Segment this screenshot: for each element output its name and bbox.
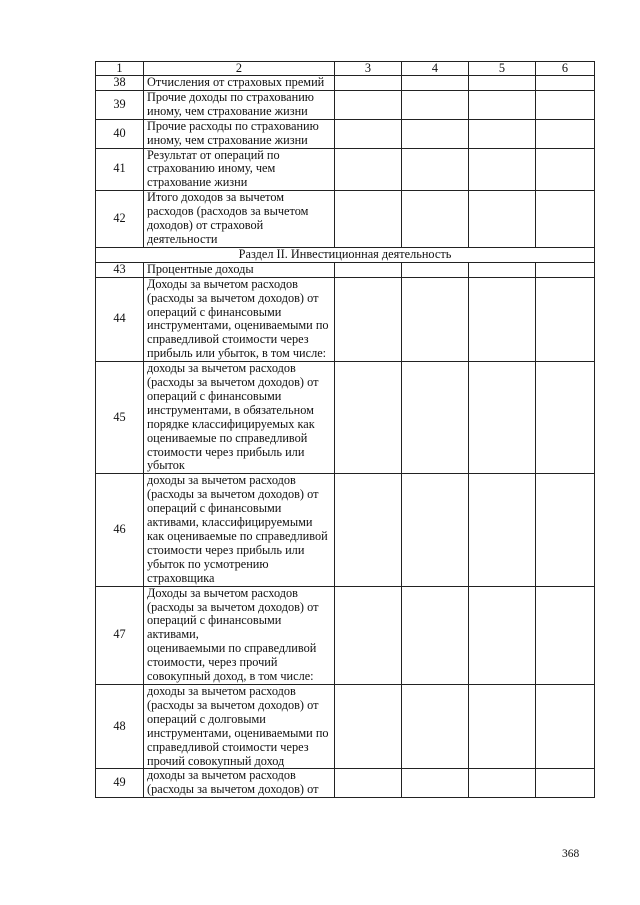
description-line: иному, чем страхование жизни: [147, 132, 308, 147]
description-line: оцениваемыми по справедливой: [147, 641, 317, 656]
value-cell-col-4: [402, 119, 469, 148]
value-cell-col-4: [402, 769, 469, 798]
description-line: убыток: [147, 458, 185, 473]
row-description: [144, 148, 335, 191]
description-line: операций с финансовыми: [147, 501, 282, 516]
row-description: [144, 90, 335, 119]
row-number: 41: [96, 148, 144, 191]
description-line: доходы за вычетом расходов: [147, 683, 296, 698]
row-number: 47: [96, 586, 144, 684]
table-row: [96, 119, 595, 148]
description-line: операций с финансовыми: [147, 304, 282, 319]
description-line: стоимости через прибыль или: [147, 444, 305, 459]
description-line: страхование жизни: [147, 175, 248, 190]
value-cell-col-4: [402, 191, 469, 248]
description-line: (расходы за вычетом доходов) от: [147, 290, 319, 305]
table-row: [96, 684, 595, 768]
description-line: (расходы за вычетом доходов) от: [147, 782, 319, 797]
value-cell-col-6: [536, 362, 595, 474]
value-cell-col-4: [402, 76, 469, 91]
description-line: Доходы за вычетом расходов: [147, 276, 298, 291]
description-line: активами, классифицируемыми: [147, 515, 313, 530]
value-cell-col-3: [335, 684, 402, 768]
description-line: как оцениваемые по справедливой: [147, 529, 328, 543]
value-cell-col-3: [335, 119, 402, 148]
value-cell-col-4: [402, 586, 469, 684]
description-line: Прочие расходы по страхованию: [147, 118, 319, 133]
description-line: стоимости, через прочий: [147, 655, 278, 670]
row-number: 44: [96, 277, 144, 361]
section-row: [96, 247, 595, 262]
description-line: инструментами, оцениваемыми по: [147, 725, 329, 740]
value-cell-col-3: [335, 769, 402, 798]
section-title: Раздел II. Инвестиционная деятельность: [96, 247, 595, 262]
description-line: инструментами, оцениваемыми по: [147, 318, 329, 333]
table-row: [96, 586, 595, 684]
value-cell-col-6: [536, 119, 595, 148]
value-cell-col-4: [402, 90, 469, 119]
row-description: [144, 684, 335, 768]
row-description: [144, 119, 335, 148]
value-cell-col-6: [536, 262, 595, 277]
value-cell-col-3: [335, 148, 402, 191]
row-number: 46: [96, 474, 144, 586]
table-row: [96, 90, 595, 119]
description-line: (расходы за вычетом доходов) от: [147, 599, 319, 614]
table-row: [96, 191, 595, 248]
value-cell-col-5: [469, 119, 536, 148]
description-line: страхованию иному, чем: [147, 161, 276, 176]
value-cell-col-3: [335, 362, 402, 474]
table-row: [96, 474, 595, 586]
value-cell-col-5: [469, 362, 536, 474]
description-line: операций с финансовыми: [147, 388, 282, 403]
description-line: доходы за вычетом расходов: [147, 473, 296, 488]
row-description: [144, 76, 335, 91]
description-line: Результат от операций по: [147, 147, 280, 162]
value-cell-col-6: [536, 148, 595, 191]
table-row: [96, 277, 595, 361]
description-line: иному, чем страхование жизни: [147, 103, 308, 118]
description-line: порядке классифицируемых как: [147, 416, 315, 431]
page-number: 368: [562, 848, 580, 860]
description-line: прочий совокупный доход: [147, 753, 285, 768]
header-cell-2: 2: [144, 62, 335, 76]
description-line: (расходы за вычетом доходов) от: [147, 375, 319, 390]
description-line: деятельности: [147, 231, 218, 246]
description-line: операций с финансовыми активами,: [147, 613, 282, 642]
description-line: доходов) от страховой: [147, 218, 264, 233]
value-cell-col-5: [469, 586, 536, 684]
description-line: оцениваемые по справедливой: [147, 430, 308, 445]
value-cell-col-4: [402, 474, 469, 586]
description-line: инструментами, в обязательном: [147, 402, 314, 417]
description-line: (расходы за вычетом доходов) от: [147, 487, 319, 502]
row-number: 38: [96, 76, 144, 91]
row-number: 45: [96, 362, 144, 474]
value-cell-col-3: [335, 262, 402, 277]
row-description: [144, 586, 335, 684]
row-number: 48: [96, 684, 144, 768]
description-line: стоимости через прибыль или: [147, 542, 305, 557]
value-cell-col-5: [469, 148, 536, 191]
row-description: [144, 769, 335, 798]
description-line: (расходы за вычетом доходов) от: [147, 697, 319, 712]
description-line: совокупный доход, в том числе:: [147, 669, 314, 684]
description-line: доходы за вычетом расходов: [147, 768, 296, 783]
value-cell-col-6: [536, 191, 595, 248]
header-cell-1: 1: [96, 62, 144, 76]
value-cell-col-5: [469, 191, 536, 248]
value-cell-col-3: [335, 76, 402, 91]
description-line: Процентные доходы: [147, 261, 254, 276]
description-line: Прочие доходы по страхованию: [147, 89, 314, 104]
description-line: Итого доходов за вычетом: [147, 190, 285, 205]
table-row: [96, 262, 595, 277]
row-number: 49: [96, 769, 144, 798]
value-cell-col-6: [536, 586, 595, 684]
value-cell-col-3: [335, 474, 402, 586]
row-number: 40: [96, 119, 144, 148]
description-line: страховщика: [147, 570, 215, 585]
row-description: [144, 277, 335, 361]
description-line: операций с долговыми: [147, 711, 266, 726]
row-number: 39: [96, 90, 144, 119]
value-cell-col-3: [335, 586, 402, 684]
table-row: [96, 76, 595, 91]
row-number: 43: [96, 262, 144, 277]
value-cell-col-6: [536, 769, 595, 798]
value-cell-col-4: [402, 362, 469, 474]
value-cell-col-4: [402, 262, 469, 277]
value-cell-col-6: [536, 90, 595, 119]
description-line: справедливой стоимости через: [147, 332, 309, 347]
row-description: [144, 262, 335, 277]
value-cell-col-4: [402, 148, 469, 191]
value-cell-col-4: [402, 684, 469, 768]
value-cell-col-3: [335, 90, 402, 119]
table-row: [96, 362, 595, 474]
table-row: [96, 148, 595, 191]
value-cell-col-5: [469, 684, 536, 768]
value-cell-col-5: [469, 769, 536, 798]
report-table: [95, 61, 595, 798]
row-description: [144, 362, 335, 474]
value-cell-col-5: [469, 76, 536, 91]
value-cell-col-5: [469, 277, 536, 361]
description-line: доходы за вычетом расходов: [147, 361, 296, 376]
header-cell-5: 5: [469, 62, 536, 76]
value-cell-col-6: [536, 684, 595, 768]
value-cell-col-6: [536, 277, 595, 361]
value-cell-col-5: [469, 474, 536, 586]
row-description: [144, 191, 335, 248]
value-cell-col-3: [335, 191, 402, 248]
header-cell-6: 6: [536, 62, 595, 76]
value-cell-col-6: [536, 76, 595, 91]
description-line: прибыль или убыток, в том числе:: [147, 346, 327, 361]
description-line: справедливой стоимости через: [147, 739, 309, 754]
description-line: расходов (расходов за вычетом: [147, 204, 309, 219]
description-line: убыток по усмотрению: [147, 556, 269, 571]
header-cell-4: 4: [402, 62, 469, 76]
table-row: [96, 769, 595, 798]
header-row: [96, 62, 595, 76]
header-cell-3: 3: [335, 62, 402, 76]
row-number: 42: [96, 191, 144, 248]
description-line: Отчисления от страховых премий: [147, 75, 325, 89]
value-cell-col-4: [402, 277, 469, 361]
description-line: Доходы за вычетом расходов: [147, 585, 298, 600]
table-body: [96, 62, 595, 798]
value-cell-col-5: [469, 90, 536, 119]
row-description: [144, 474, 335, 586]
value-cell-col-5: [469, 262, 536, 277]
value-cell-col-6: [536, 474, 595, 586]
value-cell-col-3: [335, 277, 402, 361]
